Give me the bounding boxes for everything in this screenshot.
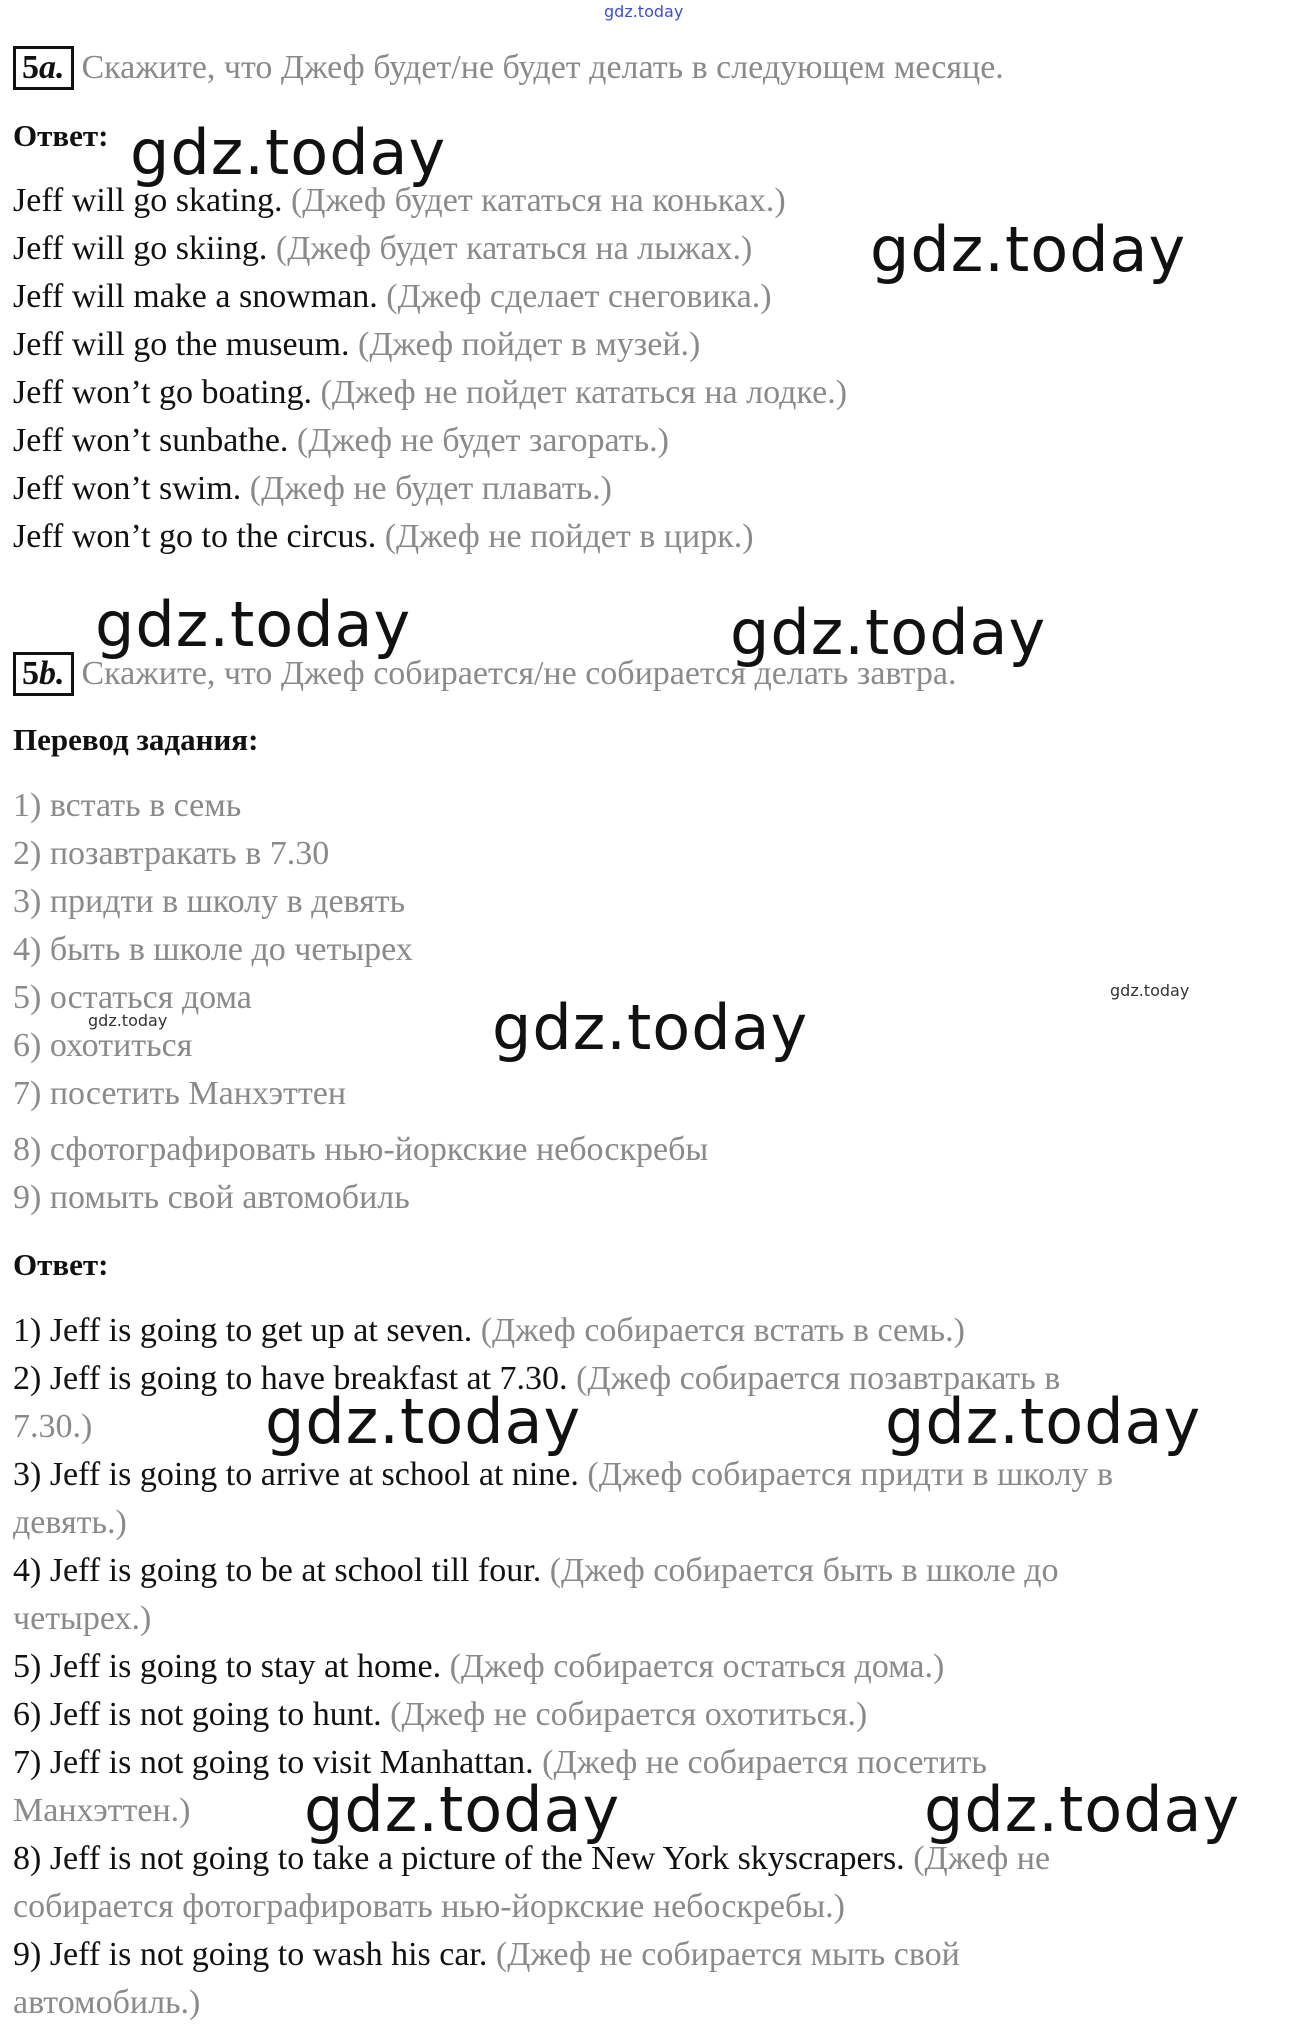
task-5a-line-6: Jeff won’t sunbathe. (Джеф не будет загорать.) bbox=[13, 422, 669, 459]
watermark-small: gdz.today bbox=[1110, 981, 1190, 1000]
translation-item-3: 3) придти в школу в девять bbox=[13, 883, 406, 920]
answer-6: 6) Jeff is not going to hunt. (Джеф не собирается охотиться.) bbox=[13, 1696, 868, 1733]
task-5a-line-2: Jeff will go skiing. (Джеф будет кататься на лыжах.) bbox=[13, 230, 753, 267]
answer-4-continued: четырех.) bbox=[13, 1600, 152, 1637]
task-5a-line-3: Jeff will make a snowman. (Джеф сделает снеговика.) bbox=[13, 278, 772, 315]
answer-9: 9) Jeff is not going to wash his car. (Джеф не собирается мыть свой bbox=[13, 1936, 960, 1973]
task-5a-instruction: Скажите, что Джеф будет/не будет делать в следующем месяце. bbox=[81, 49, 1004, 86]
answer-5: 5) Jeff is going to stay at home. (Джеф собирается остаться дома.) bbox=[13, 1648, 945, 1685]
translation-item-7: 7) посетить Манхэттен bbox=[13, 1075, 347, 1112]
answer-2: 2) Jeff is going to have breakfast at 7.30. (Джеф собирается позавтракать в bbox=[13, 1360, 1061, 1397]
watermark-small: gdz.today bbox=[88, 1011, 168, 1030]
translation-item-5: 5) остаться дома bbox=[13, 979, 252, 1016]
translation-item-1: 1) встать в семь bbox=[13, 787, 242, 824]
translation-item-2: 2) позавтракать в 7.30 bbox=[13, 835, 330, 872]
watermark: gdz.today bbox=[265, 1385, 582, 1458]
task-5a-answer-label: Ответ: bbox=[13, 118, 109, 153]
watermark: gdz.today bbox=[730, 596, 1047, 669]
watermark: gdz.today bbox=[130, 116, 447, 189]
translation-item-4: 4) быть в школе до четырех bbox=[13, 931, 413, 968]
answer-7: 7) Jeff is not going to visit Manhattan. (Джеф не собирается посетить bbox=[13, 1744, 987, 1781]
task-5b-instruction: Скажите, что Джеф собирается/не собирается делать завтра. bbox=[81, 655, 957, 692]
watermark: gdz.today bbox=[924, 1773, 1241, 1846]
task-5a-line-7: Jeff won’t swim. (Джеф не будет плавать.) bbox=[13, 470, 612, 507]
answer-1: 1) Jeff is going to get up at seven. (Джеф собирается встать в семь.) bbox=[13, 1312, 965, 1349]
answer-3: 3) Jeff is going to arrive at school at nine. (Джеф собирается придти в школу в bbox=[13, 1456, 1114, 1493]
task-5a-line-4: Jeff will go the museum. (Джеф пойдет в музей.) bbox=[13, 326, 701, 363]
watermark: gdz.today bbox=[304, 1773, 621, 1846]
task-5a-header bbox=[13, 46, 1004, 90]
watermark: gdz.today bbox=[885, 1385, 1202, 1458]
task-5a-number: 5a. bbox=[13, 46, 74, 90]
translation-item-8: 8) сфотографировать нью-йоркские небоскребы bbox=[13, 1131, 709, 1168]
answer-3-continued: девять.) bbox=[13, 1504, 127, 1541]
answer-8-continued: собирается фотографировать нью-йоркские небоскребы.) bbox=[13, 1888, 845, 1925]
watermark: gdz.today bbox=[870, 213, 1187, 286]
task-5a-line-8: Jeff won’t go to the circus. (Джеф не пойдет в цирк.) bbox=[13, 518, 754, 555]
answer-2-continued: 7.30.) bbox=[13, 1408, 93, 1445]
task-5b-answer-label: Ответ: bbox=[13, 1247, 109, 1282]
answer-4: 4) Jeff is going to be at school till four. (Джеф собирается быть в школе до bbox=[13, 1552, 1059, 1589]
answer-9-continued: автомобиль.) bbox=[13, 1984, 201, 2021]
answer-8: 8) Jeff is not going to take a picture of the New York skyscrapers. (Джеф не bbox=[13, 1840, 1051, 1877]
top-watermark: gdz.today bbox=[604, 2, 684, 21]
translation-item-9: 9) помыть свой автомобиль bbox=[13, 1179, 410, 1216]
task-5b-number: 5b. bbox=[13, 652, 74, 696]
translation-item-6: 6) охотиться bbox=[13, 1027, 193, 1064]
watermark: gdz.today bbox=[492, 991, 809, 1064]
watermark: gdz.today bbox=[95, 588, 412, 661]
answer-7-continued: Манхэттен.) bbox=[13, 1792, 191, 1829]
task-5a-line-5: Jeff won’t go boating. (Джеф не пойдет кататься на лодке.) bbox=[13, 374, 848, 411]
task-5a-line-1: Jeff will go skating. (Джеф будет кататься на коньках.) bbox=[13, 182, 786, 219]
task-5b-translation-label: Перевод задания: bbox=[13, 722, 259, 757]
